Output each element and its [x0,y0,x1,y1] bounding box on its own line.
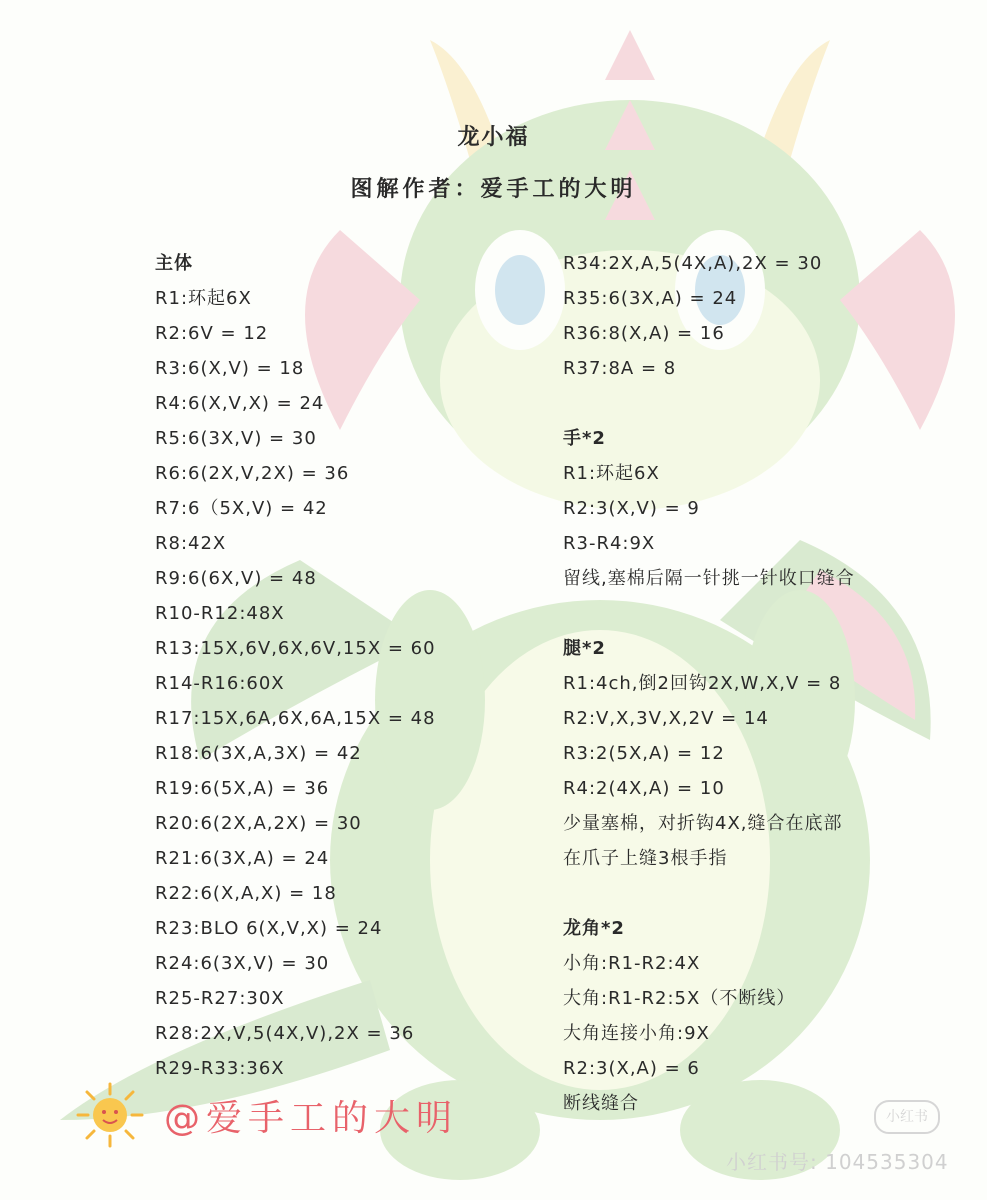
instruction-row: R2:6V = 12 [155,323,269,344]
instruction-row: R2:3(X,A) = 6 [563,1058,700,1079]
instruction-row: 断线缝合 [563,1093,639,1114]
instruction-row: R20:6(2X,A,2X) = 30 [155,813,362,834]
instruction-row: R36:8(X,A) = 16 [563,323,725,344]
signature-text: @爱手工的大明 [164,1098,459,1139]
instruction-row: R18:6(3X,A,3X) = 42 [155,743,362,764]
author-line: 图解作者：爱手工的大明 [350,177,637,202]
instruction-row: R21:6(3X,A) = 24 [155,848,330,869]
section-heading: 龙角*2 [563,918,625,939]
instruction-row: R3:6(X,V) = 18 [155,358,305,379]
instruction-row: 少量塞棉，对折钩4X,缝合在底部 [563,813,843,834]
instruction-row: R2:3(X,V) = 9 [563,498,700,519]
instruction-row: R2:V,X,3V,X,2V = 14 [563,708,769,729]
instruction-row: R28:2X,V,5(4X,V),2X = 36 [155,1023,415,1044]
instruction-row: 大角:R1-R2:5X（不断线） [563,988,796,1009]
instruction-row: 小角:R1-R2:4X [563,953,701,974]
instruction-row: R29-R33:36X [155,1058,285,1079]
right-instructions-column [563,246,855,1121]
section-heading: 腿*2 [563,638,606,659]
instruction-row: R1:环起6X [155,288,252,309]
instruction-row: R13:15X,6V,6X,6V,15X = 60 [155,638,436,659]
instruction-row: R14-R16:60X [155,673,285,694]
sun-icon [70,1080,150,1150]
instruction-row: R3-R4:9X [563,533,656,554]
instruction-row: R1:4ch,倒2回钩2X,W,X,V = 8 [563,673,842,694]
instruction-row: R35:6(3X,A) = 24 [563,288,738,309]
instruction-row: R3:2(5X,A) = 12 [563,743,725,764]
instruction-row: 留线,塞棉后隔一针挑一针收口缝合 [563,568,855,589]
instruction-row: R4:6(X,V,X) = 24 [155,393,325,414]
instruction-row: R34:2X,A,5(4X,A),2X = 30 [563,253,823,274]
instruction-row: R9:6(6X,V) = 48 [155,568,317,589]
instruction-row: R5:6(3X,V) = 30 [155,428,317,449]
spacer [563,596,855,631]
instruction-row: R17:15X,6A,6X,6A,15X = 48 [155,708,436,729]
instruction-row: R1:环起6X [563,463,660,484]
instruction-row: R23:BLO 6(X,V,X) = 24 [155,918,383,939]
instruction-row: R22:6(X,A,X) = 18 [155,883,337,904]
instruction-row: R24:6(3X,V) = 30 [155,953,330,974]
instruction-row: R6:6(2X,V,2X) = 36 [155,463,350,484]
instruction-row: R8:42X [155,533,227,554]
instruction-row: 大角连接小角:9X [563,1023,710,1044]
author-signature [70,1080,510,1150]
section-heading: 手*2 [563,428,606,449]
pattern-title: 龙小福 [457,125,530,150]
spacer [563,386,855,421]
left-instructions-column [155,246,436,1086]
instruction-row: R25-R27:30X [155,988,285,1009]
instruction-row: R19:6(5X,A) = 36 [155,778,330,799]
platform-watermark-id: 小红书号: 104535304 [726,1150,949,1174]
instruction-row: R10-R12:48X [155,603,285,624]
instruction-row: R37:8A = 8 [563,358,677,379]
instruction-row: R4:2(4X,A) = 10 [563,778,725,799]
section-heading: 主体 [155,253,193,274]
instruction-row: 在爪子上缝3根手指 [563,848,728,869]
spacer [563,876,855,911]
platform-watermark-badge: 小红书 [874,1100,940,1134]
instruction-row: R7:6（5X,V) = 42 [155,498,328,519]
